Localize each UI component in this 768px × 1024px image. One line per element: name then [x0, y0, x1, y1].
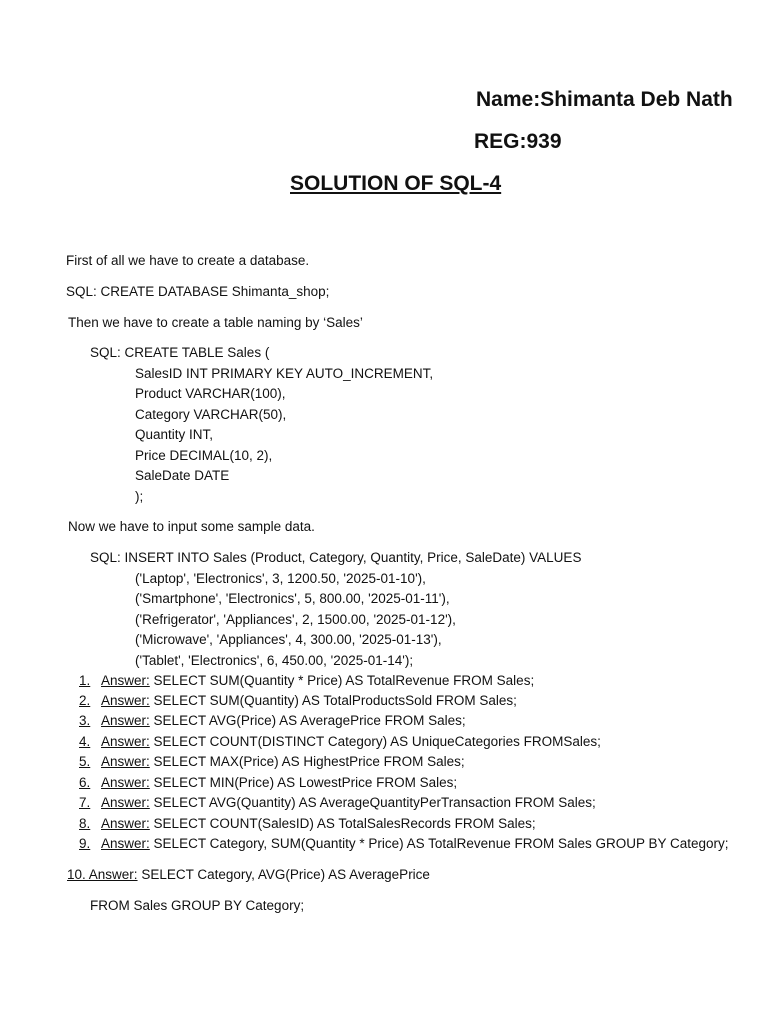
answer-sql: SELECT MIN(Price) AS LowestPrice FROM Sales;	[153, 775, 458, 790]
intro-text: First of all we have to create a database.	[66, 253, 310, 268]
answer-item	[79, 795, 596, 810]
create-table-line: Category VARCHAR(50),	[135, 407, 287, 422]
answer-item	[79, 754, 465, 769]
answer-sql: SELECT Category, AVG(Price) AS AveragePrice	[141, 867, 430, 882]
answer-number: 5.	[79, 754, 91, 769]
answer-label: Answer:	[101, 775, 150, 790]
answer-label: Answer:	[101, 795, 150, 810]
answer-label: Answer:	[101, 673, 150, 688]
answer-label: Answer:	[101, 713, 150, 728]
create-table-line: SalesID INT PRIMARY KEY AUTO_INCREMENT,	[135, 366, 434, 381]
answer-number: 3.	[79, 713, 91, 728]
answer-10-label: 10. Answer:	[67, 867, 138, 882]
insert-row: ('Laptop', 'Electronics', 3, 1200.50, '2025-01-10'),	[135, 571, 426, 586]
document-title: SOLUTION OF SQL-4	[290, 172, 502, 195]
insert-row: ('Smartphone', 'Electronics', 5, 800.00, '2025-01-11'),	[135, 591, 450, 606]
create-database-sql: SQL: CREATE DATABASE Shimanta_shop;	[66, 284, 330, 299]
answer-number: 4.	[79, 734, 91, 749]
create-table-line: Quantity INT,	[135, 427, 214, 442]
answer-number: 6.	[79, 775, 91, 790]
answer-label: Answer:	[101, 734, 150, 749]
answer-item	[79, 836, 729, 851]
create-table-line: SaleDate DATE	[135, 468, 230, 483]
insert-row: ('Refrigerator', 'Appliances', 2, 1500.00, '2025-01-12'),	[135, 612, 456, 627]
answer-item	[79, 693, 517, 708]
answer-number: 7.	[79, 795, 91, 810]
answer-sql: SELECT Category, SUM(Quantity * Price) AS TotalRevenue FROM Sales GROUP BY Category;	[153, 836, 729, 851]
answer-item	[79, 673, 534, 688]
answer-sql: SELECT AVG(Quantity) AS AverageQuantityPerTransaction FROM Sales;	[153, 795, 596, 810]
answer-sql: SELECT MAX(Price) AS HighestPrice FROM Sales;	[153, 754, 465, 769]
answer-sql: SELECT SUM(Quantity) AS TotalProductsSold FROM Sales;	[153, 693, 517, 708]
insert-row: ('Tablet', 'Electronics', 6, 450.00, '2025-01-14');	[135, 653, 414, 668]
answer-label: Answer:	[101, 693, 150, 708]
answer-number: 8.	[79, 816, 91, 831]
create-table-line: Price DECIMAL(10, 2),	[135, 448, 273, 463]
create-table-line: Product VARCHAR(100),	[135, 386, 286, 401]
insert-intro: Now we have to input some sample data.	[68, 519, 315, 534]
create-table-line: );	[135, 489, 144, 504]
answer-sql: SELECT COUNT(SalesID) AS TotalSalesRecords FROM Sales;	[153, 816, 536, 831]
answer-10-continuation: FROM Sales GROUP BY Category;	[90, 898, 305, 913]
answer-sql: SELECT AVG(Price) AS AveragePrice FROM Sales;	[153, 713, 466, 728]
registration-number: REG:939	[474, 130, 562, 153]
author-name: Name:Shimanta Deb Nath	[476, 88, 733, 111]
answer-label: Answer:	[101, 754, 150, 769]
answer-label: Answer:	[101, 836, 150, 851]
answer-item	[79, 734, 601, 749]
answer-number: 9.	[79, 836, 91, 851]
insert-row: ('Microwave', 'Appliances', 4, 300.00, '2025-01-13'),	[135, 632, 442, 647]
answer-item	[79, 713, 466, 728]
answer-item	[79, 775, 457, 790]
create-table-intro: Then we have to create a table naming by ‘Sales’	[68, 315, 363, 330]
answer-number: 2.	[79, 693, 91, 708]
answer-item-10	[67, 867, 430, 882]
answer-sql: SELECT COUNT(DISTINCT Category) AS UniqueCategories FROMSales;	[153, 734, 601, 749]
create-table-sql-head: SQL: CREATE TABLE Sales (	[90, 345, 270, 360]
answer-item	[79, 816, 536, 831]
insert-sql-head: SQL: INSERT INTO Sales (Product, Category, Quantity, Price, SaleDate) VALUES	[90, 550, 582, 565]
answer-sql: SELECT SUM(Quantity * Price) AS TotalRevenue FROM Sales;	[153, 673, 535, 688]
answer-number: 1.	[79, 673, 91, 688]
answer-label: Answer:	[101, 816, 150, 831]
